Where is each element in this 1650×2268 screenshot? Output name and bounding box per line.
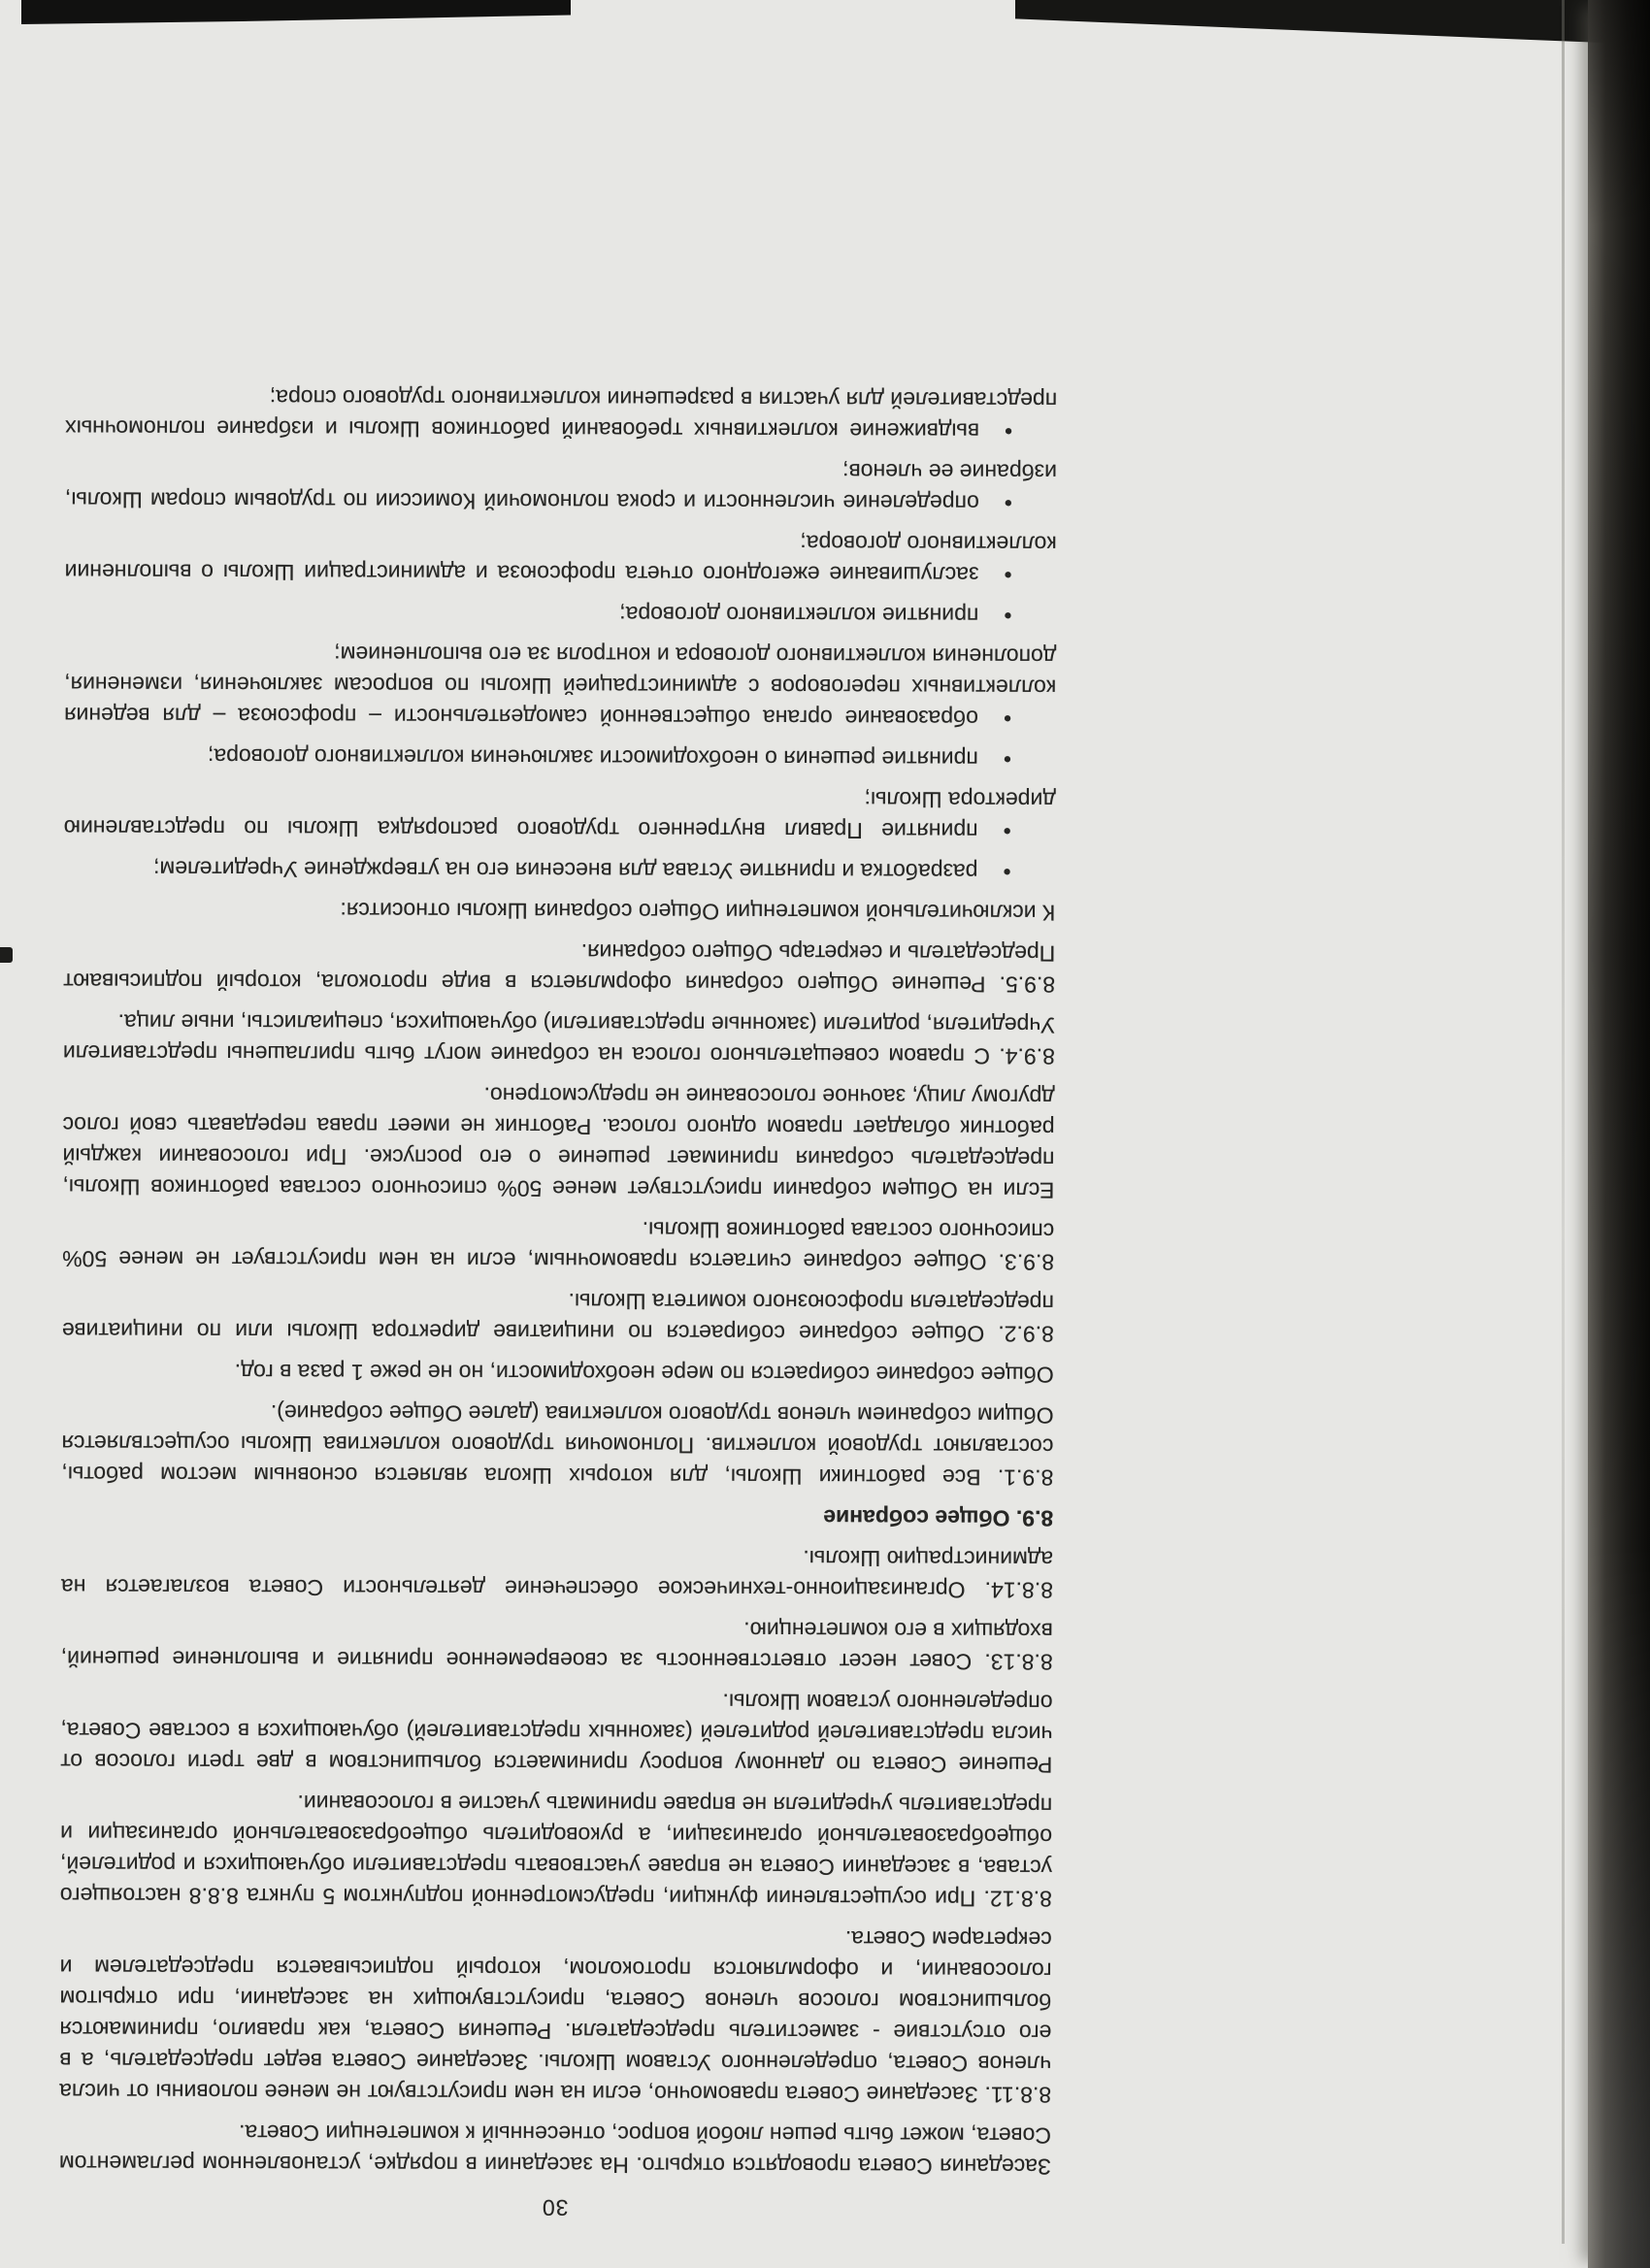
paragraph: Общее собрание собирается по мере необходимости, но не реже 1 раза в год. [234, 1359, 1054, 1388]
paragraph: 8.9.1. Все работники Школы, для которых Школа является основным местом работы, составляют трудовой коллектив. Полномочия трудового коллектива Школы осуществляется Общим собранием членов трудового коллектива (далее Общее собрание). [61, 1399, 1054, 1491]
bullet-list-item [65, 525, 1057, 591]
bullet-item-text: разработка и принятие Устава для внесения его на утверждение Учредителем; [153, 856, 978, 885]
bullet-icon: • [1003, 859, 1011, 885]
paragraph: 8.8.12. При осуществлении функции, предусмотренной подпунктом 5 пункта 8.8.8 настоящего устава, в заседании Совета не вправе участвовать представители обучающихся и родителей, общеобразовательной организации, а руководитель общеобразовательной организации и представитель учредителя не вправе принимать участие в голосовании. [59, 1791, 1053, 1912]
bullet-icon: • [1003, 818, 1011, 844]
bullet-item-text: выдвижение коллективных требований работников Школы и избрание полномочных представителей для участия в разрешении коллективного трудового спора; [65, 384, 1058, 444]
bullet-item-text: принятие решения о необходимости заключения коллективного договора; [207, 743, 978, 772]
bullet-icon: • [1005, 418, 1013, 444]
bullet-list-item [63, 853, 1055, 888]
paragraph: Решение Совета по данному вопросу принимается большинством в две трети голосов от числа представителей родителей (законных представителей) обучающихся в составе Совета, определенного уставом Школы. [60, 1689, 1053, 1778]
paragraph: Заседания Совета проводятся открыто. На заседании в порядке, установленном регламентом Совета, может быть решен любой вопрос, отнесенный к компетенции Совета. [58, 2120, 1052, 2180]
paragraph: 8.9.3. Общее собрание считается правомочным, если на нем присутствует не менее 50% списочного состава работников Школы. [62, 1217, 1055, 1275]
paragraph: К исключительной компетенции Общего собрания Школы относится: [340, 898, 1056, 926]
bullet-icon: • [1003, 746, 1011, 772]
bullet-list-item [64, 638, 1056, 735]
paragraph: 8.9.2. Общее собрание собирается по инициативе директора Школы или по инициативе председателя профсоюзного комитета Школы. [61, 1289, 1055, 1347]
bullet-list-item [64, 597, 1056, 632]
bullet-item-text: заслушивание ежегодного отчета профсоюза и администрации Школы о выполнении коллективного договора; [64, 530, 1057, 588]
bullet-icon: • [1004, 603, 1012, 629]
bullet-item-text: образование органа общественной самодеятельности – профсоюза – для ведения коллективных переговоров с администрацией Школы по вопросам заключения, изменения, дополнения коллективного договора и контроля за его выполнением; [64, 641, 1057, 732]
bullet-item-text: принятие коллективного договора; [619, 602, 979, 629]
paragraph: 8.9.5. Решение Общего собрания оформляется в виде протокола, который подписывают Председатель и секретарь Общего собрания. [63, 939, 1056, 998]
bullet-list-item [64, 781, 1056, 847]
paragraph: 8.9.4. С правом совещательного голоса на собрание могут быть приглашены представители Учредителя, родители (законные представители) обучающихся, специалисты, иные лица. [62, 1009, 1056, 1069]
paragraph: Если на Общем собрании присутствует менее 50% списочного состава работников Школы, председатель собрания принимает решение о его роспуске. При голосовании каждый работник обладает правом одного голоса. Работник не имеет права передавать свой голос другому лицу, заочное голосование не предусмотрено. [62, 1082, 1055, 1203]
document-text-blocks [59, 381, 1057, 2183]
scanner-edge-top-right [1015, 0, 1650, 45]
paragraph: 8.8.13. Совет несет ответственность за своевременное принятие и выполнение решений, входящих в его компетенцию. [60, 1617, 1053, 1675]
bullet-icon: • [1003, 706, 1012, 732]
page-edge-shadow-line [1562, 0, 1565, 2244]
bullet-icon: • [1004, 562, 1012, 588]
bullet-list-item [65, 381, 1057, 447]
section-heading: 8.9. Общее собрание [823, 1504, 1054, 1531]
scan-artifact-left [0, 947, 13, 963]
page-number: 30 [541, 2194, 569, 2221]
bullet-item-text: принятие Правил внутреннего трудового распорядка Школы по представлению директора Школы; [63, 787, 1056, 844]
bullet-list-item [65, 453, 1057, 519]
document-content-upside-down [59, 372, 1058, 2225]
paragraph: 8.8.11. Заседание Совета правомочно, если на нем присутствуют не менее половины от числа членов Совета, определенного Уставом Школы. Заседание Совета ведет председатель, а в его отсутствие - заместитель председателя. Решения Совета, как правило, принимаются большинством голосов членов Совета, присутствующих на заседании, при открытом голосовании, и оформляются протоколом, который подписывается председателем и секретарем Совета. [59, 1926, 1052, 2108]
bullet-item-text: определение численности и срока полномочий Комиссии по трудовым спорам Школы, избрание ее членов; [64, 459, 1058, 516]
paragraph: 8.8.14. Организационно-техническое обеспечение деятельности Совета возлагается на администрацию Школы. [60, 1545, 1054, 1603]
scanner-edge-top-left [21, 0, 571, 24]
bullet-list-item [64, 740, 1056, 775]
bullet-icon: • [1004, 490, 1012, 516]
scanner-edge-right-band [1588, 0, 1650, 2268]
